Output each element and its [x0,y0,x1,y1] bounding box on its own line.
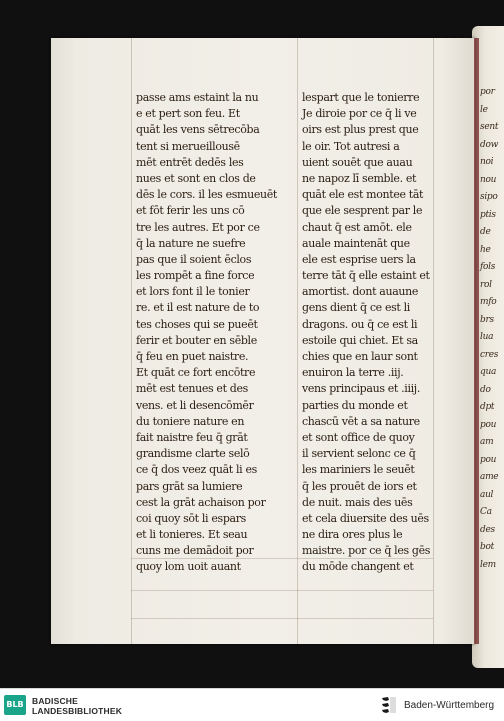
manuscript-page [51,38,475,644]
manuscript-line: mēt est tenues et des [136,382,248,396]
text-column-left [136,90,276,576]
manuscript-line: ferir et bouter en sēble [136,333,257,347]
facing-page-line: ptis [480,209,496,220]
manuscript-line: chascū vēt a sa nature [302,414,420,428]
facing-page-line: qua [480,367,497,377]
manuscript-line: ne napoz lī semble. et [302,171,417,185]
manuscript-line: chies que en laur sont [302,350,418,363]
manuscript-line: tes choses qui se pueēt [136,317,258,331]
facing-page-line: sent [480,122,499,132]
manuscript-line: estoile qui chiet. Et sa [302,333,418,347]
manuscript-line: dēs le cors. il les esmueuēt [136,188,277,202]
manuscript-line: les rompēt a fine force [136,269,255,283]
manuscript-line: quāt ele est montee tāt [302,188,424,202]
facing-page-line: am [480,437,494,447]
text-column-right [302,90,437,576]
manuscript-line: que ele sesprent par le [302,204,423,218]
manuscript-line: mēt entrēt dedēs les [136,155,244,169]
manuscript-line: e et pert son feu. Et [136,107,240,121]
facing-page-text [480,84,504,574]
facing-page-line: dow [480,139,498,150]
manuscript-line: q̄ les prouēt de iors et [302,479,417,493]
ruling-line-vertical [297,38,298,644]
facing-page-line: le [480,104,488,115]
facing-page-line: rol [480,279,492,290]
page-edge-binding [474,38,479,644]
manuscript-line: amortist. dont auaune [302,285,419,299]
facing-page-line: cres [480,349,499,360]
facing-page-line: bot [480,542,494,552]
manuscript-line: tent si merueillousē [136,139,240,153]
facing-page-line: fols [480,262,496,272]
footer-bar [0,688,504,721]
manuscript-line: tre les autres. Et por ce [136,220,260,234]
facing-page-line: aul [480,489,494,500]
manuscript-line: gens dient q̄ ce est li [302,301,410,315]
manuscript-line: oirs est plus prest que [302,123,419,137]
manuscript-line: du toniere nature en [136,414,245,428]
library-name-line1: BADISCHE [32,696,78,706]
manuscript-line: du mōde changent et [302,560,414,574]
manuscript-line: et li tonieres. Et seau [136,528,248,542]
manuscript-line: vens principaus et .iiij. [302,382,420,396]
manuscript-line: q̄ feu en puet naistre. [136,350,249,363]
manuscript-line: ele est esprise uers la [302,252,416,266]
manuscript-line: ce q̄ dos veez quāt li es [136,463,257,477]
facing-page-line: ame [480,472,499,482]
manuscript-line: et fōt ferir les uns cō [136,204,245,218]
facing-page-line: he [480,244,491,255]
manuscript-line: Je diroie por ce q̄ li ve [302,107,417,121]
manuscript-line: vens. et li desencōmēr [136,398,254,412]
manuscript-line: coi quoy sōt li espars [136,511,246,525]
facing-page-line: Ca [480,507,492,517]
manuscript-line: cest la grāt achaison por [136,495,266,509]
manuscript-line: fait naistre feu q̄ grāt [136,430,248,444]
manuscript-line: chaut q̄ est amōt. ele [302,220,412,234]
blb-logo-icon[interactable]: BLB [4,695,26,715]
facing-page-line: pou [480,419,497,430]
facing-page-line: sipo [480,192,498,202]
manuscript-line: grandisme clarte selō [136,447,250,461]
facing-page-line: pou [480,454,497,465]
manuscript-line: q̄ la nature ne suefre [136,236,246,250]
manuscript-line: uient souēt que auau [302,155,413,169]
manuscript-line: parties du monde et [302,398,408,412]
facing-page-line: por [480,87,495,97]
manuscript-line: pars grāt sa lumiere [136,479,243,493]
facing-page-line: mfo [480,297,497,307]
manuscript-line: passe ams estaint la nu [136,91,259,104]
manuscript-line: terre tāt q̄ elle estaint et [302,269,430,283]
facing-page-line: do [480,384,491,395]
library-name[interactable] [32,696,122,716]
manuscript-line: et sont office de quoy [302,430,415,444]
facing-page-line: noi [480,157,494,167]
manuscript-line: cuns me demādoit por [136,544,254,558]
baden-wuerttemberg-lions-icon[interactable] [380,695,398,715]
manuscript-line: Et quāt ce fort encōtre [136,366,256,380]
manuscript-line: dragons. ou q̄ ce est li [302,317,418,331]
facing-page-line: lem [480,559,496,570]
manuscript-line: enuiron la terre .iij. [302,366,404,380]
facing-page-line: dpt [480,402,495,412]
ruling-line-vertical [131,38,132,644]
state-name[interactable]: Baden-Württemberg [404,700,495,711]
manuscript-line: et cela diuersite des uēs [302,511,429,525]
manuscript-line: re. et il est nature de to [136,301,260,315]
manuscript-line: pas que il soient ēclos [136,252,252,266]
manuscript-line: lespart que le tonierre [302,91,420,104]
manuscript-line: maistre. por ce q̄ les gēs [302,544,431,558]
manuscript-line: nues et sont en clos de [136,171,256,185]
ruling-line-horizontal [131,618,433,619]
facing-page-line: nou [480,174,497,185]
facing-page-line: lua [480,332,494,342]
ruling-line-horizontal [131,590,433,591]
manuscript-line: le oir. Tot autresi a [302,139,400,153]
manuscript-line: auale maintenāt que [302,236,410,250]
manuscript-line: et lors font il le tonier [136,285,250,299]
manuscript-line: les mariniers le seuēt [302,463,415,477]
manuscript-line: quoy lom uoit auant [136,560,241,574]
facing-page-line: de [480,227,491,237]
facing-page-line: brs [480,314,494,325]
facing-page-line: des [480,524,495,535]
manuscript-line: de nuit. mais des uēs [302,495,413,509]
library-name-line2: LANDESBIBLIOTHEK [32,706,123,716]
manuscript-line: quāt les vens sētrecōba [136,123,260,137]
manuscript-line: il servient selonc ce q̄ [302,447,416,461]
manuscript-line: ne dira ores plus le [302,528,403,542]
